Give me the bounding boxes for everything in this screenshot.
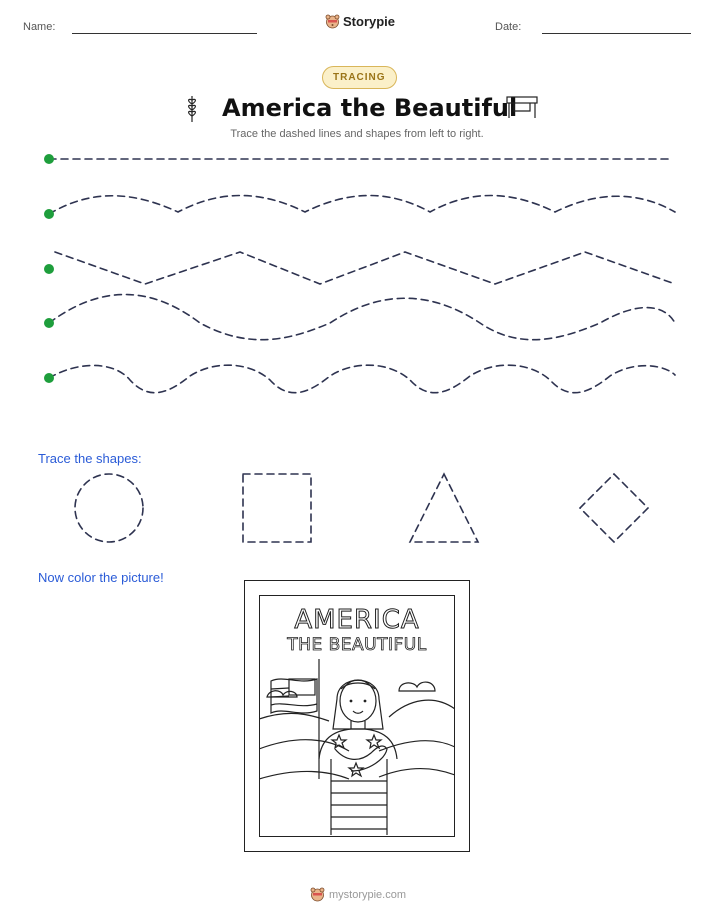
shapes-heading: Trace the shapes: — [38, 451, 142, 466]
start-dot-3 — [44, 264, 54, 274]
picture-title-line1: AMERICA — [294, 605, 420, 635]
tracing-badge: TRACING — [322, 66, 397, 89]
trace-square — [243, 474, 311, 542]
page-title: America the Beautiful — [222, 94, 518, 122]
name-label: Name: — [23, 21, 56, 33]
tracing-lines — [0, 140, 714, 400]
desk-icon — [505, 94, 539, 120]
wheat-icon — [182, 92, 202, 124]
start-dot-5 — [44, 373, 54, 383]
picture-frame — [244, 580, 470, 852]
start-dot-4 — [44, 318, 54, 328]
brand-logo — [325, 14, 395, 29]
trace-line-wave-1 — [49, 196, 675, 215]
girl-with-flag-illustration — [259, 659, 455, 835]
brand-name: Storypie — [343, 14, 396, 29]
trace-line-zigzag — [55, 252, 675, 284]
trace-line-humps — [49, 365, 675, 393]
date-line[interactable] — [542, 33, 691, 34]
start-dot-1 — [44, 154, 54, 164]
trace-diamond — [580, 474, 648, 542]
footer — [310, 887, 406, 902]
picture-title-line2: THE BEAUTIFUL — [287, 635, 427, 655]
date-label: Date: — [495, 21, 522, 33]
trace-line-wave-2 — [49, 295, 675, 340]
trace-triangle — [410, 474, 478, 542]
name-line[interactable] — [72, 33, 257, 34]
trace-circle — [75, 474, 143, 542]
color-heading: Now color the picture! — [38, 570, 164, 585]
storypie-bear-icon — [310, 887, 325, 902]
tracing-shapes — [0, 466, 714, 552]
footer-url[interactable]: mystorypie.com — [329, 888, 407, 901]
instructions: Trace the dashed lines and shapes from left to right. — [230, 128, 484, 140]
start-dot-2 — [44, 209, 54, 219]
storypie-bear-icon — [325, 14, 340, 29]
